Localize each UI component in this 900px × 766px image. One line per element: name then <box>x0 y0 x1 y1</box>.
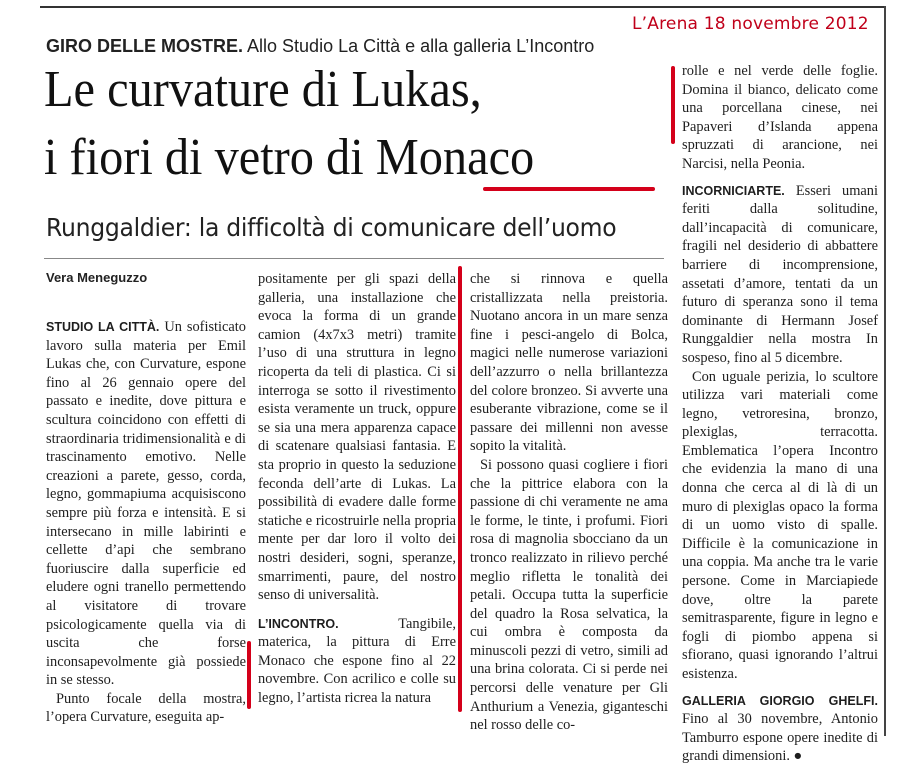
section-heading-incorniciarte: INCORNICIARTE. <box>682 183 785 198</box>
paragraph: Punto focale della mostra, l’opera Curvature, eseguita ap- <box>46 690 246 726</box>
kicker <box>46 36 594 57</box>
paragraph <box>682 692 878 766</box>
red-underline-mark <box>483 187 655 191</box>
section-heading-studio: STUDIO LA CITTÀ. <box>46 320 160 334</box>
top-rule <box>40 6 884 8</box>
right-edge-rule <box>884 6 886 736</box>
subhead-rule <box>44 258 664 259</box>
paragraph-text: Esseri umani feriti dalla solitudine, dall’incapacità di comunicare, fragili nel desiderio di abbattere barriere di incomprensione, assetati d’amore, tentati da un futuro di speranza sono il tema dominante di Hermann Josef Runggaldier nella mostra In sospeso, fino al 5 dicembre. <box>682 182 878 366</box>
article-column-1 <box>46 318 246 727</box>
headline-line-1: Le curvature di Lukas, <box>44 61 482 118</box>
paragraph-text: Tangibile, materica, la pittura di Erre Monaco che espone fino al 22 novembre. Con acrilico e colle su legno, l’artista ricrea la natura <box>258 615 456 707</box>
article-column-3 <box>470 270 668 735</box>
kicker-bold: GIRO DELLE MOSTRE. <box>46 36 244 56</box>
paragraph <box>258 615 456 708</box>
byline: Vera Meneguzzo <box>46 270 148 285</box>
section-heading-incontro: L’INCONTRO. <box>258 616 339 631</box>
red-margin-mark <box>671 66 675 144</box>
paragraph: rolle e nel verde delle foglie. Domina il bianco, delicato come una porcellana cinese, nei Papaveri d’Islanda appena spruzzati di arancione, nei Narcisi, nella Peonia. <box>682 63 878 172</box>
red-margin-mark <box>247 641 251 709</box>
paragraph: Con uguale perizia, lo scultore utilizza vari materiali come legno, vetroresina, bronzo, plexiglas, terracotta. Emblematica l’opera Incontro che evidenzia la mano di una donna che cerca al di là di un muro di plexiglas opaco la forma di un uomo visto di spalle. Difficile è la comunicazione in una coppia. Ma anche tra le varie persone. Come in Marciapiede dove, oltre la parete semitrasparente, figure in legno e fogli di piombo appena si sfiorano, quasi ignorando l’altrui esistenza. <box>682 368 878 682</box>
article-column-4 <box>682 62 878 766</box>
end-mark: ● <box>793 748 803 765</box>
paragraph <box>46 318 246 690</box>
paragraph: positamente per gli spazi della galleria, una installazione che evoca la forma di un grande camion (4x7x3 metri) tramite l’uso di una struttura in legno ricoperta da teli di plastica. Ci si interroga se sotto il rivestimento esista veramente un truck, oppure se sia una mera apparenza capace di scatenare qualsiasi fantasia. E sta proprio in questo la seduzione feconda dell’arte di Lukas. La possibilità di evadere dalle forme statiche e ricostruirle nella propria mente per dar loro il volto dei nostri desideri, sogni, speranze, smarrimenti, paure, del nostro senso di universalità. <box>258 271 456 604</box>
source-note: L’Arena 18 novembre 2012 <box>632 14 869 34</box>
paragraph-text: Un sofisticato lavoro sulla materia per Emil Lukas che, con Curvature, espone fino al 26 gennaio opere del passato e inedite, dove pittura e scultura coincidono con effetti di straordinaria tridimensionalità e di trascinamento emotivo. Nelle creazioni a parete, gesso, corda, legno, gommapiuma acquisiscono sempre più forza e intensità. E si intersecano in mille labirinti e cellette d’api che sembrano fuoriuscire dalla superficie ed eludere ogni tranello permettendo al visitatore di trovare psicologicamente quella via di uscita che forse inconsapevolmente già possiede in se stesso. <box>46 319 247 689</box>
headline-line-2 <box>44 130 534 186</box>
section-heading-ghelfi: GALLERIA GIORGIO GHELFI. <box>682 693 878 708</box>
red-margin-mark <box>458 266 462 712</box>
paragraph <box>682 182 878 368</box>
article-column-2 <box>258 270 456 708</box>
paragraph-text: Fino al 30 novembre, Antonio Tamburro espone opere inedite di grandi dimensioni. <box>682 711 878 765</box>
headline-line-2-start: i fiori di vetro di <box>44 129 376 186</box>
paragraph: che si rinnova e quella cristallizzata nella preistoria. Nuotano ancora in un mare senza fine i pesci-angelo di Bolca, magici nelle numerose variazioni dell’azzurro o nella brillantezza del colore bronzeo. Si avverte una esuberante vibrazione, come se il passare dei millenni non avesse sopito la vitalità. <box>470 271 668 455</box>
subheadline: Runggaldier: la difficoltà di comunicare dell’uomo <box>46 213 617 242</box>
paragraph: Si possono quasi cogliere i fiori che la pittrice elabora con la passione di chi veramente ne ama le forme, le tinte, i profumi. Fiori rosa di magnolia sbocciano da un tronco realizzato in rilievo perché meglio rifletta le tonalità dei petali. Occupa tutta la superficie del quadro la Rosa selvatica, la cui ombra è composta da minuscoli pezzi di vetro, simili ad una brina colorata. Ci si perde nei percorsi delle venature per Gli Anthurium a Venezia, giganteschi nel rosso delle co- <box>470 456 668 734</box>
kicker-rest: Allo Studio La Città e alla galleria L’Incontro <box>243 36 595 56</box>
headline-monaco: Monaco <box>375 129 535 186</box>
